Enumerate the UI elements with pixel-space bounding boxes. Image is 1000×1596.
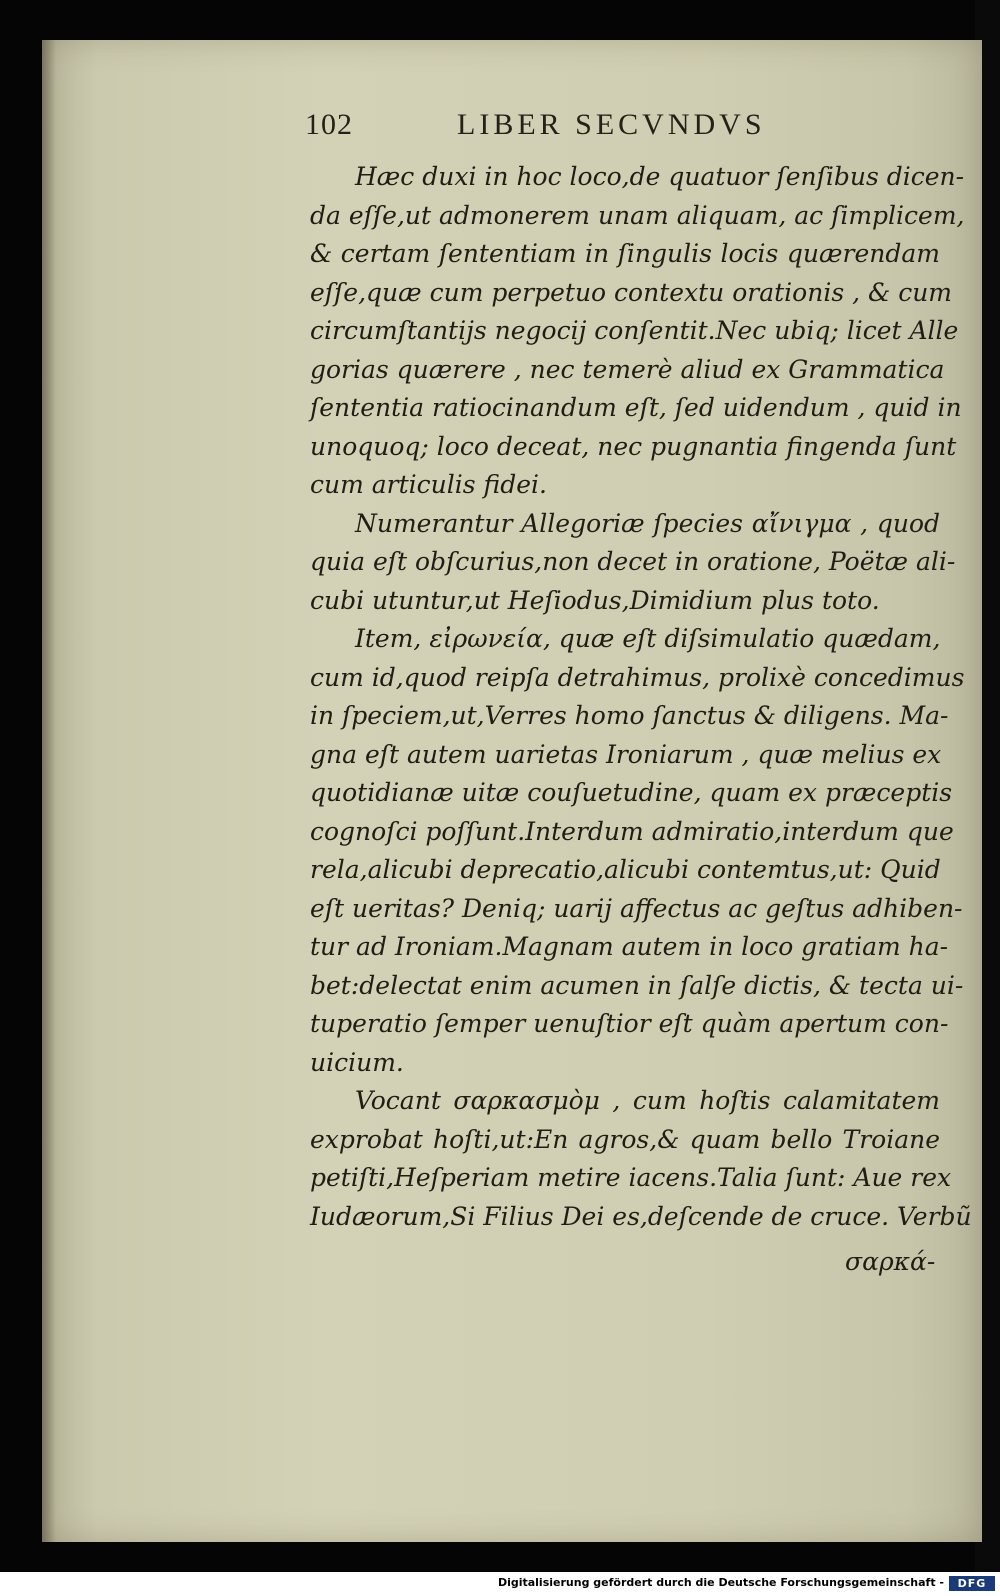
body-text	[310, 158, 972, 1236]
text-line: in ſpeciem,ut,Verres homo ſanctus & diligens. Ma-	[310, 701, 949, 730]
text-line: cubi utuntur,ut Heſiodus,Dimidium plus toto.	[310, 585, 880, 615]
text-line: Iudæorum,Si Filius Dei es,deſcende de cruce. Verbũ	[310, 1201, 972, 1231]
dfg-logo: DFG	[949, 1576, 995, 1591]
page-gutter-shadow	[42, 40, 56, 1542]
text-line: cum articulis fidei.	[310, 470, 547, 499]
text-line: Numerantur Allegoriæ ſpecies αἴνιγμα , quod	[355, 508, 940, 538]
text-line: petiſti,Heſperiam metire iacens.Talia ſunt: Aue rex	[310, 1163, 952, 1192]
text-line: cognoſci poſſunt.Interdum admiratio,interdum que	[310, 816, 954, 846]
text-line: exprobat hoſti,ut:En agros,& quam bello Troiane	[310, 1124, 940, 1154]
catchword: σαρκά-	[845, 1247, 936, 1276]
text-line: rela,alicubi deprecatio,alicubi contemtus,ut: Quid	[310, 855, 941, 884]
running-head: LIBER SECVNDVS	[457, 108, 766, 141]
digitization-footer	[0, 1572, 1000, 1596]
text-line: Hæc duxi in hoc loco,de quatuor ſenſibus dicen-	[355, 162, 965, 191]
text-line: Vocant σαρκασμὸμ , cum hoſtis calamitatem	[355, 1086, 940, 1115]
text-line: quia eſt obſcurius,non decet in oratione, Poëtæ ali-	[310, 547, 956, 576]
text-line: Item, εἰρωνεία, quæ eſt diſsimulatio quædam,	[355, 624, 941, 653]
text-line: tur ad Ironiam.Magnam autem in loco gratiam ha-	[310, 932, 949, 961]
text-line: eſſe,quæ cum perpetuo contextu orationis , & cum	[310, 277, 953, 307]
page-header	[305, 108, 805, 152]
text-line: ſententia ratiocinandum eſt, ſed uidendum , quid in	[310, 393, 962, 422]
page-number: 102	[305, 108, 353, 141]
text-line: uicium.	[310, 1047, 404, 1077]
funding-credit: Digitalisierung gefördert durch die Deutsche Forschungsgemeinschaft -	[497, 1576, 944, 1589]
text-line: unoquoq; loco deceat, nec pugnantia fingenda ſunt	[310, 431, 957, 461]
text-line: eſt ueritas? Deniq; uarij affectus ac geſtus adhiben-	[310, 893, 963, 923]
text-line: & certam ſententiam in ſingulis locis quærendam	[310, 239, 940, 268]
text-line: gorias quærere , nec temerè aliud ex Grammatica	[310, 354, 945, 384]
text-line: gna eſt autem uarietas Ironiarum , quæ melius ex	[310, 739, 942, 769]
text-line: cum id,quod reipſa detrahimus, prolixè concedimus	[310, 662, 965, 692]
text-line: tuperatio ſemper uenuſtior eſt quàm apertum con-	[310, 1009, 949, 1038]
text-line: bet:delectat enim acumen in ſalſe dictis, & tecta ui-	[310, 970, 964, 1000]
text-line: circumſtantijs negocij conſentit.Nec ubiq; licet Alle	[310, 316, 959, 345]
text-line: da eſſe,ut admonerem unam aliquam, ac ſimplicem,	[310, 200, 965, 230]
text-line: quotidianæ uitæ couſuetudine, quam ex præceptis	[310, 778, 953, 807]
